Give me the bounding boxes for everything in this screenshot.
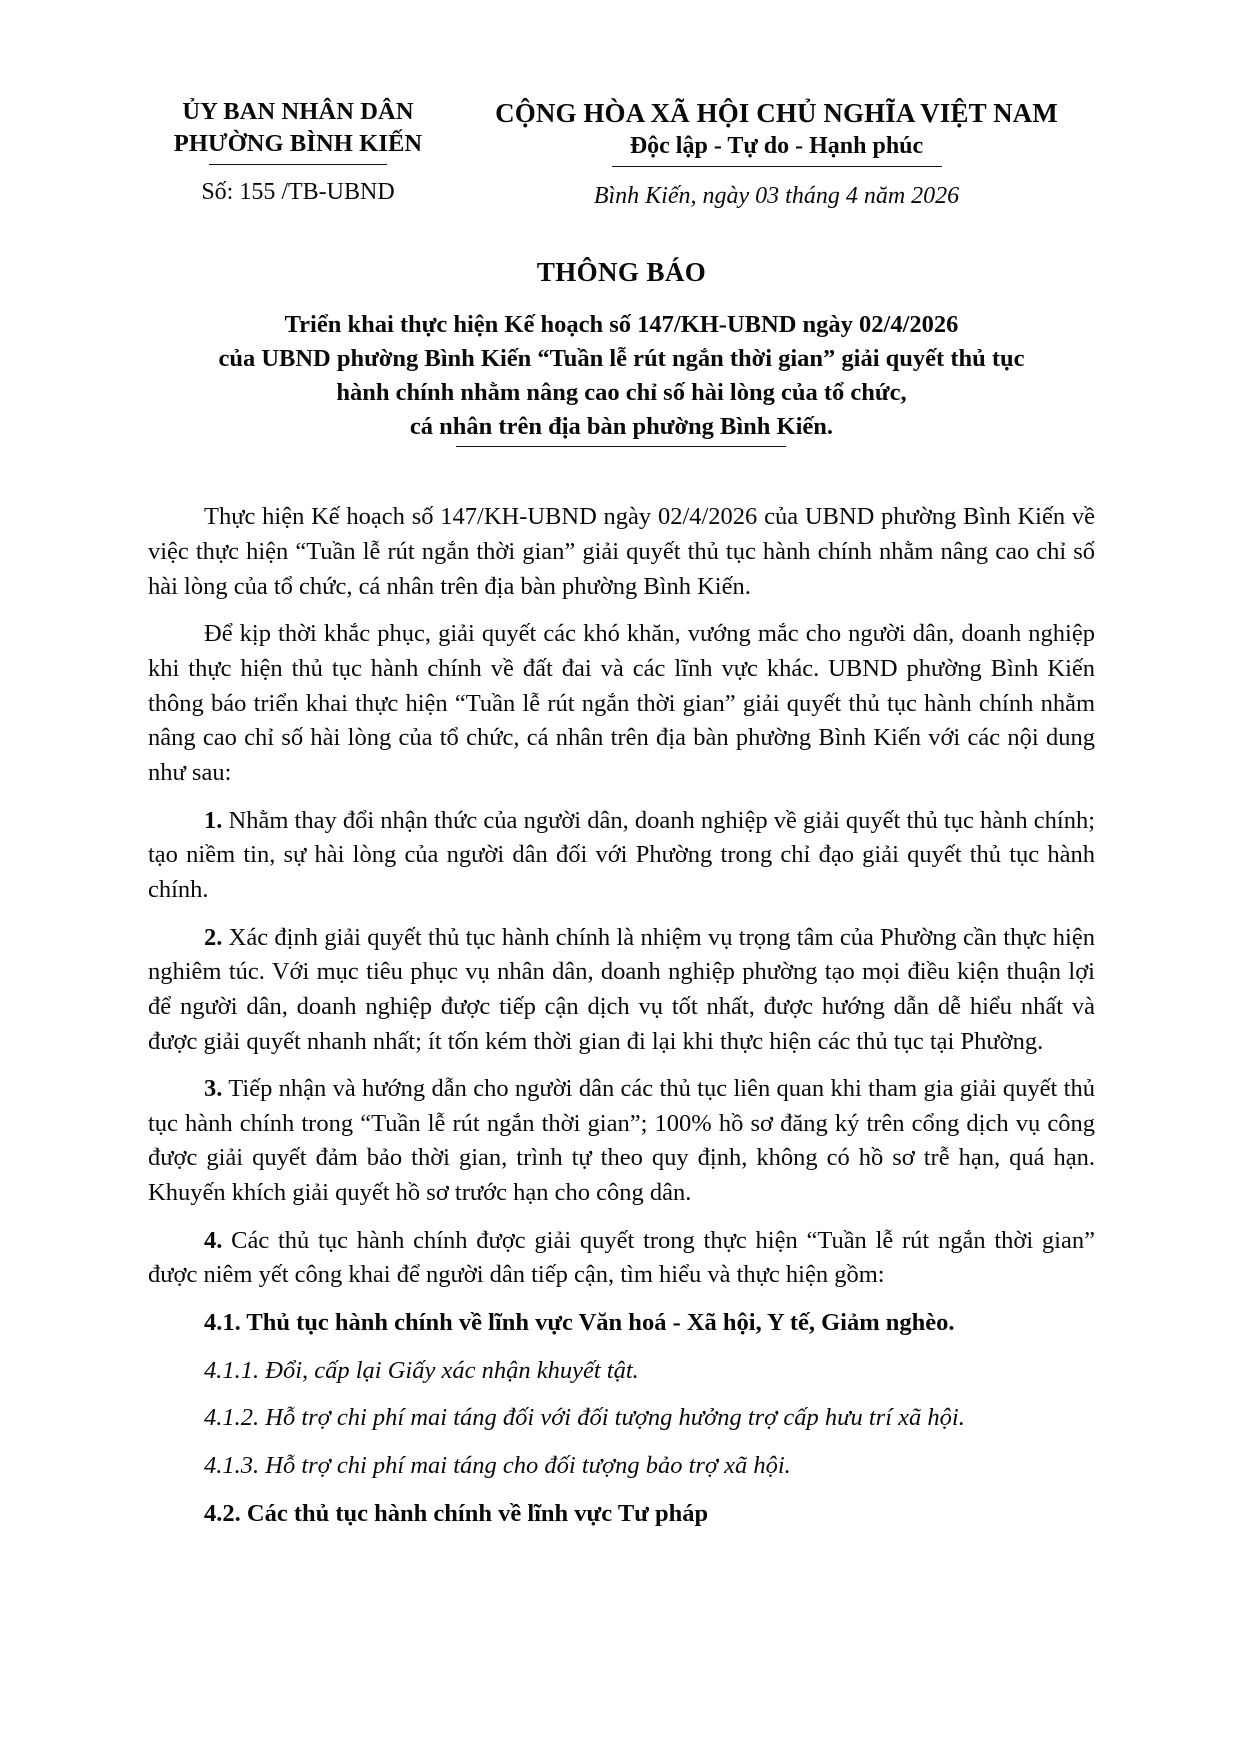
authority-divider (209, 164, 387, 165)
authority-line-2: PHƯỜNG BÌNH KIẾN (173, 129, 423, 157)
intro-paragraph-2: Để kịp thời khắc phục, giải quyết các khó khăn, vướng mắc cho người dân, doanh nghiệp khi thực hiện thủ tục hành chính về đất đai và các lĩnh vực khác. UBND phường Bình Kiến thông báo triển khai thực hiện “Tuần lễ rút ngắn thời gian” giải quyết thủ tục hành chính nhằm nâng cao chỉ số hài lòng của tổ chức, cá nhân trên địa bàn phường Bình Kiến với các nội dung như sau: (148, 620, 1095, 786)
subject-line-2: của UBND phường Bình Kiến “Tuần lễ rút ngắn thời gian” giải quyết thủ tục (218, 344, 1025, 372)
document-subject (218, 308, 1024, 447)
intro-paragraph-1: Thực hiện Kế hoạch số 147/KH-UBND ngày 02/4/2026 của UBND phường Bình Kiến về việc thực hiện “Tuần lễ rút ngắn thời gian” giải quyết thủ tục hành chính nhằm nâng cao chỉ số hài lòng của tổ chức, cá nhân trên địa bàn phường Bình Kiến. (148, 503, 1095, 600)
numbered-text-2: Xác định giải quyết thủ tục hành chính là nhiệm vụ trọng tâm của Phường cần thực hiện nghiêm túc. Với mục tiêu phục vụ nhân dân, doanh nghiệp phường tạo mọi điều kiện thuận lợi để người dân, doanh nghiệp được tiếp cận dịch vụ tốt nhất, được hướng dẫn dễ hiểu nhất và được giải quyết nhanh nhất; ít tốn kém thời gian đi lại khi thực hiện các thủ tục tại Phường. (148, 923, 1095, 1055)
subject-line-4: cá nhân trên địa bàn phường Bình Kiến. (409, 412, 834, 440)
section-item-4-1-3: 4.1.3. Hỗ trợ chi phí mai táng cho đối tượng bảo trợ xã hội. (204, 1452, 791, 1480)
place-and-date: Bình Kiến, ngày 03 tháng 4 năm 2026 (593, 182, 960, 209)
national-motto: Độc lập - Tự do - Hạnh phúc (629, 132, 924, 159)
authority-line-1: ỦY BAN NHÂN DÂN (182, 98, 414, 125)
subject-line-3: hành chính nhằm nâng cao chỉ số hài lòng của tổ chức, (336, 378, 907, 406)
section-heading-4-2: 4.2. Các thủ tục hành chính về lĩnh vực Tư pháp (204, 1499, 709, 1527)
national-heading-block (448, 96, 1095, 210)
numbered-paragraph-4 (148, 1224, 1095, 1293)
section-item-4-1-2: 4.1.2. Hỗ trợ chi phí mai táng đối với đối tượng hưởng trợ cấp hưu trí xã hội. (204, 1404, 965, 1432)
subject-divider (456, 446, 786, 447)
numbered-marker-3: 3. (204, 1075, 223, 1103)
numbered-text-3: Tiếp nhận và hướng dẫn cho người dân các thủ tục liên quan khi tham gia giải quyết thủ tục hành chính trong “Tuần lễ rút ngắn thời gian”; 100% hồ sơ đăng ký trên cổng dịch vụ công được giải quyết đảm bảo thời gian, trình tự theo quy định, không có hồ sơ trễ hạn, quá hạn. Khuyến khích giải quyết hồ sơ trước hạn cho công dân. (148, 1075, 1095, 1207)
numbered-marker-2: 2. (204, 923, 223, 951)
numbered-marker-1: 1. (204, 806, 223, 834)
section-heading-4-1: 4.1. Thủ tục hành chính về lĩnh vực Văn hoá - Xã hội, Y tế, Giảm nghèo. (204, 1309, 955, 1337)
numbered-text-1: Nhằm thay đổi nhận thức của người dân, doanh nghiệp về giải quyết thủ tục hành chính; tạo niềm tin, sự hài lòng của người dân đối với Phường trong chỉ đạo giải quyết thủ tục hành chính. (148, 806, 1095, 903)
numbered-paragraph-2 (148, 921, 1095, 1060)
section-item-4-1-1: 4.1.1. Đổi, cấp lại Giấy xác nhận khuyết tật. (204, 1356, 639, 1384)
motto-divider (612, 166, 942, 167)
document-number: Số: 155 /TB-UBND (201, 178, 395, 205)
numbered-text-4: Các thủ tục hành chính được giải quyết trong thực hiện “Tuần lễ rút ngắn thời gian” được niêm yết công khai để người dân tiếp cận, tìm hiểu và thực hiện gồm: (148, 1226, 1095, 1289)
title-block (148, 256, 1095, 453)
numbered-paragraph-1 (148, 804, 1095, 908)
document-header (148, 96, 1095, 210)
issuing-authority-block (148, 96, 448, 206)
document-body (148, 500, 1095, 1531)
subject-line-1: Triển khai thực hiện Kế hoạch số 147/KH-UBND ngày 02/4/2026 (284, 311, 959, 339)
document-type-title: THÔNG BÁO (536, 256, 707, 287)
numbered-paragraph-3 (148, 1072, 1095, 1211)
numbered-marker-4: 4. (204, 1226, 223, 1254)
country-name: CỘNG HÒA XÃ HỘI CHỦ NGHĨA VIỆT NAM (495, 98, 1058, 128)
